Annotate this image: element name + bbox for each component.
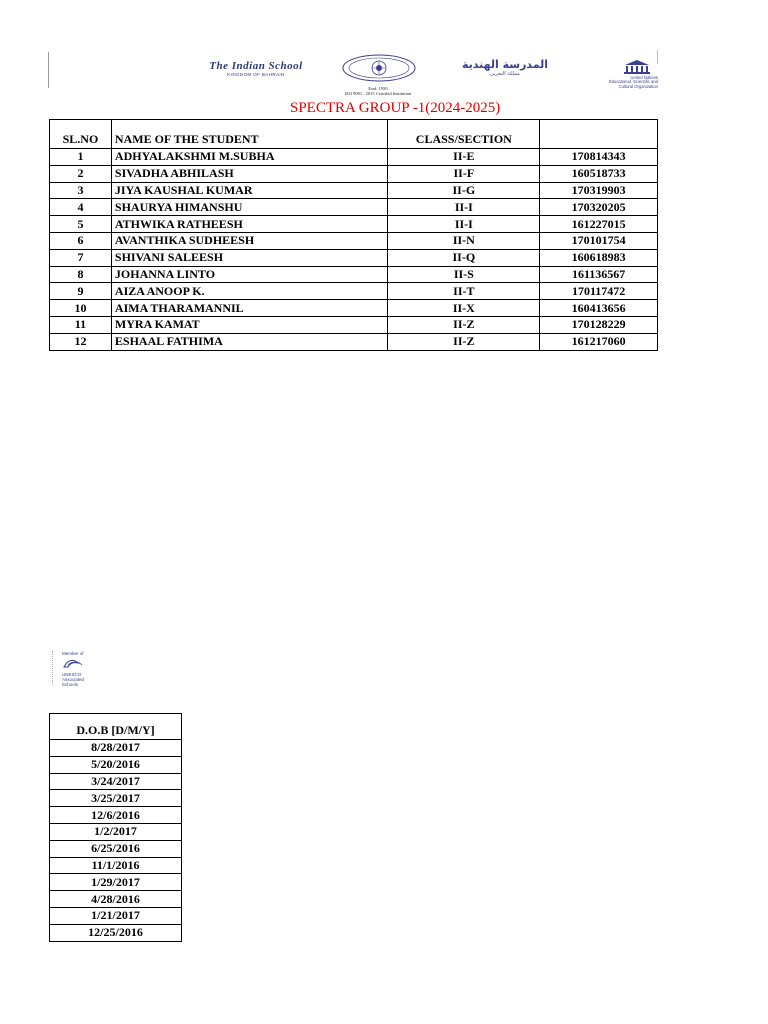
table-row (50, 807, 182, 824)
dob-cell: 5/20/2016 (50, 756, 182, 773)
cell-name: SHAURYA HIMANSHU (111, 199, 388, 216)
dob-cell: 11/1/2016 (50, 857, 182, 874)
col-header-name: NAME OF THE STUDENT (111, 120, 388, 149)
table-row (50, 840, 182, 857)
dob-cell: 8/28/2017 (50, 740, 182, 757)
cell-slno: 10 (50, 300, 112, 317)
cell-slno: 5 (50, 216, 112, 233)
cell-id: 161217060 (540, 333, 658, 350)
table-row (50, 232, 658, 249)
cell-name: SIVADHA ABHILASH (111, 165, 388, 182)
cell-id: 170320205 (540, 199, 658, 216)
cell-class: II-N (388, 232, 540, 249)
unesco-line: United Nations (630, 75, 658, 80)
school-name-arabic (430, 58, 580, 77)
dob-table (49, 713, 182, 942)
table-row (50, 333, 658, 350)
cell-slno: 3 (50, 182, 112, 199)
cell-name: ESHAAL FATHIMA (111, 333, 388, 350)
table-row (50, 756, 182, 773)
cell-id: 170128229 (540, 316, 658, 333)
cell-id: 161136567 (540, 266, 658, 283)
school-kingdom-ar: مملكة البحرين (490, 71, 520, 77)
dob-cell: 1/21/2017 (50, 907, 182, 924)
col-header-class: CLASS/SECTION (388, 120, 540, 149)
table-row (50, 182, 658, 199)
cell-name: ATHWIKA RATHEESH (111, 216, 388, 233)
cell-class: II-Q (388, 249, 540, 266)
table-row (50, 874, 182, 891)
table-row (50, 857, 182, 874)
cell-id: 170117472 (540, 283, 658, 300)
cell-name: JOHANNA LINTO (111, 266, 388, 283)
unesco-temple-icon (623, 60, 651, 74)
unesco-member-line: Member of (62, 651, 84, 656)
table-row (50, 149, 658, 166)
cell-slno: 4 (50, 199, 112, 216)
table-row (50, 165, 658, 182)
unesco-line: Cultural Organization (618, 83, 658, 89)
cell-class: II-I (388, 199, 540, 216)
table-row (50, 891, 182, 908)
unesco-member-logo (52, 651, 112, 685)
cell-slno: 9 (50, 283, 112, 300)
cell-slno: 12 (50, 333, 112, 350)
letterhead-right-rule (657, 50, 658, 64)
cell-slno: 6 (50, 232, 112, 249)
dob-cell: 4/28/2016 (50, 891, 182, 908)
school-kingdom: KINGDOM OF BAHRAIN (227, 72, 285, 77)
cell-class: II-S (388, 266, 540, 283)
table-row (50, 199, 658, 216)
school-name-ar: المدرسة الهندية (461, 58, 549, 71)
unesco-member-text-lower (62, 672, 84, 687)
table-row (50, 790, 182, 807)
cell-slno: 11 (50, 316, 112, 333)
dob-cell: 1/2/2017 (50, 823, 182, 840)
cell-id: 170101754 (540, 232, 658, 249)
cell-id: 160518733 (540, 165, 658, 182)
table-row (50, 300, 658, 317)
cell-class: II-Z (388, 333, 540, 350)
cell-slno: 1 (50, 149, 112, 166)
unesco-member-line: Associated (62, 677, 85, 682)
unesco-member-line: Schools (62, 682, 79, 687)
letterhead (48, 48, 658, 96)
cell-class: II-X (388, 300, 540, 317)
dob-cell: 12/25/2016 (50, 924, 182, 941)
unesco-member-line: UNESCO (62, 672, 82, 677)
dob-header-row (50, 714, 182, 740)
dob-header: D.O.B [D/M/Y] (50, 714, 182, 740)
cell-name: MYRA KAMAT (111, 316, 388, 333)
cell-class: II-F (388, 165, 540, 182)
table-row (50, 740, 182, 757)
cell-name: ADHYALAKSHMI M.SUBHA (111, 149, 388, 166)
col-header-id (540, 120, 658, 149)
dob-cell: 12/6/2016 (50, 807, 182, 824)
cell-id: 170319903 (540, 182, 658, 199)
cell-class: II-T (388, 283, 540, 300)
cell-name: AIZA ANOOP K. (111, 283, 388, 300)
cell-id: 170814343 (540, 149, 658, 166)
cell-class: II-I (388, 216, 540, 233)
dob-cell: 3/25/2017 (50, 790, 182, 807)
table-row (50, 266, 658, 283)
table-row (50, 924, 182, 941)
dob-cell: 3/24/2017 (50, 773, 182, 790)
table-header-row (50, 120, 658, 149)
table-row (50, 907, 182, 924)
table-row (50, 283, 658, 300)
school-name: The Indian School (209, 60, 303, 72)
cell-name: SHIVANI SALEESH (111, 249, 388, 266)
cell-id: 160413656 (540, 300, 658, 317)
table-row (50, 249, 658, 266)
cell-name: JIYA KAUSHAL KUMAR (111, 182, 388, 199)
cell-class: II-G (388, 182, 540, 199)
cell-slno: 7 (50, 249, 112, 266)
dove-icon (62, 657, 84, 671)
cell-name: AVANTHIKA SUDHEESH (111, 232, 388, 249)
cell-name: AIMA THARAMANNIL (111, 300, 388, 317)
school-name-english (186, 60, 326, 77)
letterhead-left-rule (48, 52, 49, 88)
school-emblem-icon (341, 53, 417, 83)
col-header-slno: SL.NO (50, 120, 112, 149)
table-row (50, 316, 658, 333)
table-row (50, 216, 658, 233)
cell-class: II-Z (388, 316, 540, 333)
unesco-line: Educational, Scientific and (608, 79, 658, 85)
table-row (50, 773, 182, 790)
unesco-text (568, 76, 658, 89)
cell-id: 160618983 (540, 249, 658, 266)
unesco-member-text (62, 651, 84, 656)
dotted-divider (52, 651, 54, 685)
cell-slno: 8 (50, 266, 112, 283)
cell-slno: 2 (50, 165, 112, 182)
dob-cell: 1/29/2017 (50, 874, 182, 891)
iso-certification: ISO 9001 : 2015 Certified Institution (344, 91, 412, 96)
student-table (49, 119, 658, 351)
estd-year: Estd. 1950 (368, 86, 388, 91)
dob-cell: 6/25/2016 (50, 840, 182, 857)
cell-id: 161227015 (540, 216, 658, 233)
page-title: SPECTRA GROUP -1(2024-2025) (290, 100, 501, 116)
establishment-info (298, 86, 458, 96)
cell-class: II-E (388, 149, 540, 166)
table-row (50, 823, 182, 840)
